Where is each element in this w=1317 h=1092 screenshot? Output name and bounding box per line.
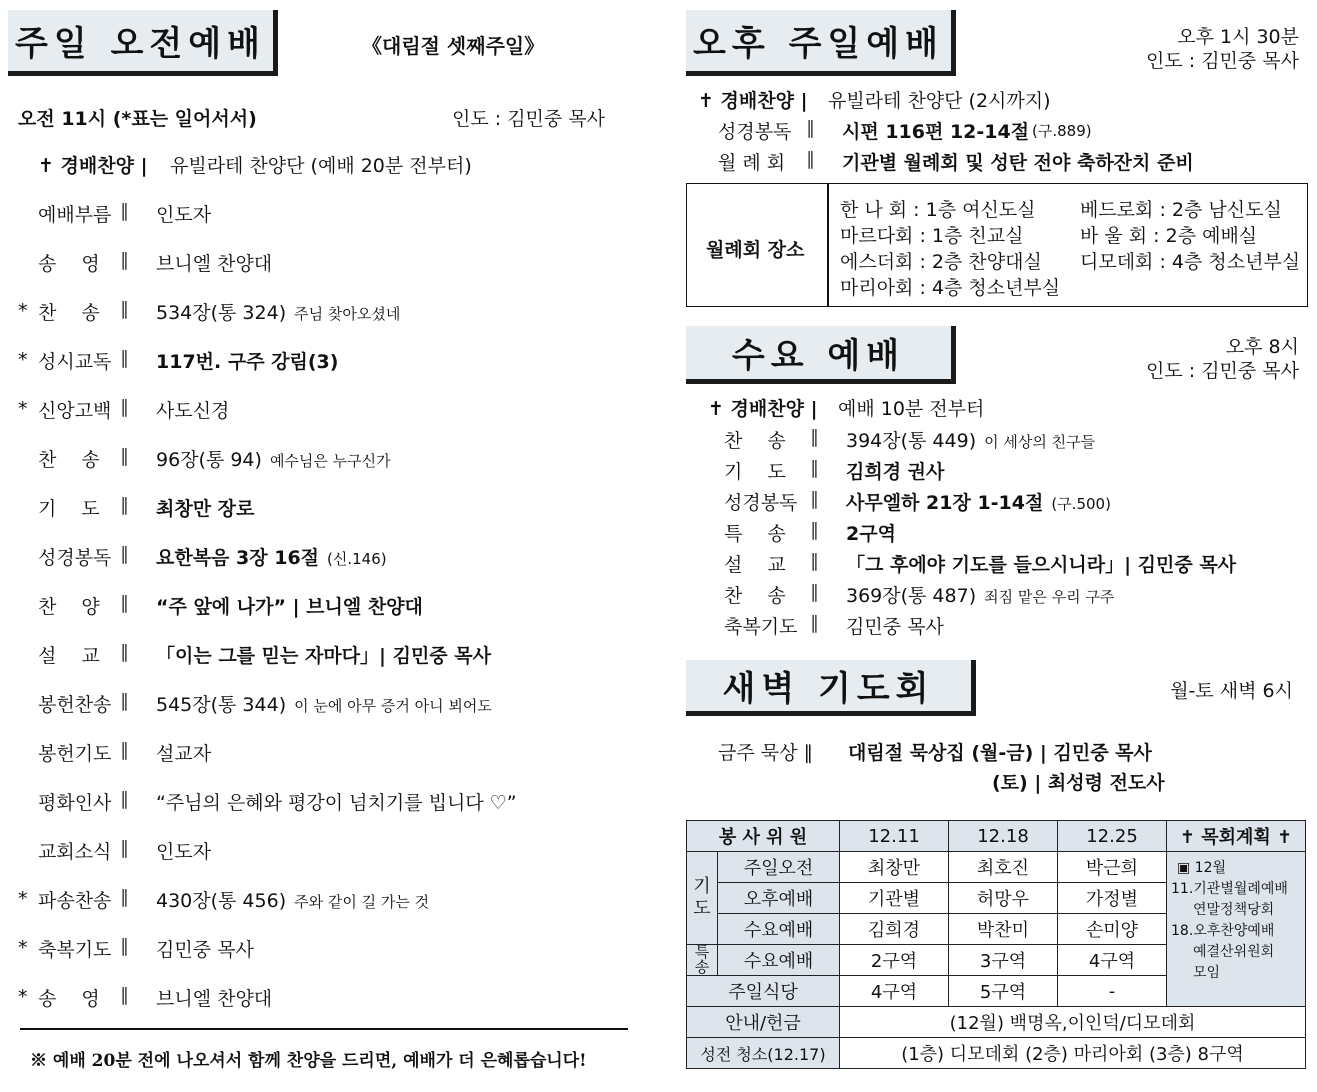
- morning-item: [0, 298, 640, 328]
- wed-item-value: [846, 426, 1095, 453]
- guide-value: (12월) 백명옥,이인덕/디모데회: [840, 1007, 1306, 1038]
- wed-item-label: 특 송: [724, 523, 786, 545]
- morning-item: [0, 592, 640, 622]
- wed-item-value: [846, 519, 896, 546]
- item-note: 예수님은 누구신가: [269, 452, 391, 470]
- plan-title: ✝ 목회계획 ✝: [1167, 821, 1306, 852]
- duty-table: [686, 820, 1306, 1069]
- morning-item: [0, 445, 640, 475]
- afternoon-reading-label: 성경봉독: [718, 121, 792, 143]
- duty-date-3: 12.25: [1058, 821, 1167, 852]
- morning-time: 오전 11시 (*표는 일어서서): [18, 108, 257, 130]
- item-sep: ∥: [120, 838, 129, 859]
- morning-item: [0, 739, 640, 769]
- cell-0-3: 박근희: [1058, 852, 1167, 883]
- morning-item: [0, 788, 640, 818]
- item-note: (신.146): [327, 550, 387, 568]
- item-note: 주님 찾아오셨네: [294, 305, 401, 323]
- afternoon-service-header: 오후 주일예배: [686, 10, 956, 76]
- item-star: *: [18, 300, 28, 322]
- item-label: 기 도: [38, 498, 100, 520]
- plan-line-2: 연말정책당회: [1193, 902, 1275, 918]
- advent-subtitle: 《대림절 셋째주일》: [362, 34, 545, 58]
- wed-item-sep: ∥: [810, 458, 819, 479]
- item-label: 축복기도: [38, 939, 112, 961]
- item-value: 브니엘 찬양대: [156, 253, 273, 275]
- item-sep: ∥: [120, 740, 129, 761]
- afternoon-time: 오후 1시 30분: [1177, 26, 1299, 48]
- wed-item-value: [846, 612, 944, 639]
- wednesday-leader: 인도 : 김민중 목사: [1146, 360, 1299, 382]
- row-label-4: 주일식당: [687, 976, 840, 1007]
- morning-item: [0, 396, 640, 426]
- item-sep: ∥: [120, 495, 129, 516]
- item-label: 송 영: [38, 988, 100, 1010]
- place-peter: 베드로회 : 2층 남신도실: [1080, 199, 1282, 221]
- morning-item: [0, 494, 640, 524]
- cell-4-3: -: [1058, 976, 1167, 1007]
- item-star: *: [18, 888, 28, 910]
- wed-item-value: [846, 581, 1114, 608]
- wed-item-label: 찬 송: [724, 585, 786, 607]
- morning-item: [0, 641, 640, 671]
- clean-value: (1층) 디모데회 (2층) 마리아회 (3층) 8구역: [840, 1038, 1306, 1069]
- wednesday-time: 오후 8시: [1225, 336, 1299, 358]
- morning-item: [0, 984, 640, 1014]
- cell-1-1: 기관별: [840, 883, 949, 914]
- item-value: [156, 298, 400, 325]
- wed-item-sep: ∥: [810, 489, 819, 510]
- item-value: 김민중 목사: [156, 939, 254, 961]
- morning-service-header: 주일 오전예배: [8, 10, 278, 76]
- cell-0-1: 최창만: [840, 852, 949, 883]
- meeting-place-title: 월례회 장소: [706, 239, 805, 261]
- row-label-2: 수요예배: [718, 914, 840, 945]
- plan-line-1: 11.기관별월례예배: [1171, 881, 1288, 897]
- cell-4-2: 5구역: [949, 976, 1058, 1007]
- morning-choir-value: 유빌라테 찬양단 (예배 20분 전부터): [170, 155, 472, 177]
- wednesday-choir-value: 예배 10분 전부터: [838, 398, 985, 420]
- cell-2-3: 손미양: [1058, 914, 1167, 945]
- cell-0-2: 최호진: [949, 852, 1058, 883]
- wed-item-value-text: 2구역: [846, 523, 896, 545]
- item-label: 성경봉독: [38, 547, 112, 569]
- cell-1-3: 가정별: [1058, 883, 1167, 914]
- morning-item: [0, 249, 640, 279]
- afternoon-leader: 인도 : 김민중 목사: [1146, 50, 1299, 72]
- item-sep: ∥: [120, 201, 129, 222]
- dawn-time: 월-토 새벽 6시: [1170, 680, 1293, 702]
- afternoon-meeting-sep: ∥: [806, 149, 815, 170]
- cell-3-2: 3구역: [949, 945, 1058, 976]
- duty-date-2: 12.18: [949, 821, 1058, 852]
- item-value: [156, 886, 429, 913]
- item-label: 예배부름: [38, 204, 112, 226]
- item-value: 인도자: [156, 204, 212, 226]
- wed-item-label: 설 교: [724, 554, 786, 576]
- item-value-text: 96장(통 94): [156, 449, 262, 471]
- wed-item-value-text: 김민중 목사: [846, 616, 944, 638]
- wed-item-value-text: 394장(통 449): [846, 430, 977, 452]
- duty-date-1: 12.11: [840, 821, 949, 852]
- item-label: 평화인사: [38, 792, 112, 814]
- morning-item: [0, 200, 640, 230]
- item-value: [156, 445, 391, 472]
- wed-item-sep: ∥: [810, 427, 819, 448]
- plan-line-5: 모임: [1193, 965, 1221, 981]
- wed-item-label: 찬 송: [724, 430, 786, 452]
- item-value-text: 요한복음 3장 16절: [156, 547, 320, 569]
- item-value-text: 534장(통 324): [156, 302, 287, 324]
- item-label: 파송찬송: [38, 890, 112, 912]
- wed-item-label: 기 도: [724, 461, 786, 483]
- dawn-line1: 대림절 묵상집 (월-금) | 김민중 목사: [848, 742, 1152, 764]
- wed-item-note: 이 세상의 친구들: [984, 433, 1096, 451]
- wed-item-note: 죄짐 맡은 우리 구주: [984, 588, 1115, 606]
- wed-item-value: [846, 457, 944, 484]
- wed-item-value-text: 369장(통 487): [846, 585, 977, 607]
- footer-divider: [20, 1028, 628, 1030]
- afternoon-meeting-value: 기관별 월례회 및 성탄 전야 축하잔치 준비: [842, 152, 1194, 174]
- item-value-text: 545장(통 344): [156, 694, 287, 716]
- dawn-prayer-header: 새벽 기도회: [686, 660, 976, 716]
- item-value: 117번. 구주 강림(3): [156, 351, 339, 373]
- plan-line-4: 예결산위원회: [1193, 944, 1275, 960]
- wed-item-value-text: 「그 후에야 기도를 들으시니라」| 김민중 목사: [846, 554, 1237, 576]
- item-sep: ∥: [120, 789, 129, 810]
- clean-label: 성전 청소(12.17): [687, 1038, 840, 1069]
- morning-leader: 인도 : 김민중 목사: [452, 108, 605, 130]
- item-value: 「이는 그를 믿는 자마다」| 김민중 목사: [156, 645, 491, 667]
- item-star: *: [18, 349, 28, 371]
- wed-item-value: [846, 550, 1236, 577]
- item-value: “주 앞에 나가” | 브니엘 찬양대: [156, 596, 423, 618]
- cell-4-1: 4구역: [840, 976, 949, 1007]
- dawn-label: 금주 묵상 ∥: [718, 742, 813, 764]
- group-prayer: 기 도: [687, 852, 718, 945]
- item-label: 찬 송: [38, 302, 100, 324]
- afternoon-reading-value: 시편 116편 12-14절: [842, 121, 1030, 143]
- item-star: *: [18, 398, 28, 420]
- item-label: 찬 양: [38, 596, 100, 618]
- footer-note: ※ 예배 20분 전에 나오셔서 함께 찬양을 드리면, 예배가 더 은혜롭습니다!: [30, 1051, 587, 1071]
- item-sep: ∥: [120, 397, 129, 418]
- morning-item: [0, 690, 640, 720]
- duty-head: 봉 사 위 원: [687, 821, 840, 852]
- plan-line-0: ▣ 12월: [1177, 860, 1227, 876]
- wed-item-note: (구.500): [1051, 495, 1111, 513]
- item-sep: ∥: [120, 544, 129, 565]
- item-value: [156, 690, 492, 717]
- item-sep: ∥: [120, 985, 129, 1006]
- item-sep: ∥: [120, 593, 129, 614]
- wed-item-sep: ∥: [810, 551, 819, 572]
- item-value-text: 430장(통 456): [156, 890, 287, 912]
- cell-1-2: 허망우: [949, 883, 1058, 914]
- afternoon-choir-value: 유빌라테 찬양단 (2시까지): [828, 90, 1051, 112]
- place-hanna: 한 나 회 : 1층 여신도실: [840, 199, 1036, 221]
- item-sep: ∥: [120, 642, 129, 663]
- wed-item-sep: ∥: [810, 613, 819, 634]
- item-label: 설 교: [38, 645, 100, 667]
- item-label: 교회소식: [38, 841, 112, 863]
- item-value: [156, 543, 387, 570]
- row-label-0: 주일오전: [718, 852, 840, 883]
- afternoon-choir-label: ✝ 경배찬양 |: [698, 90, 808, 112]
- dawn-line2: (토) | 최성령 전도사: [992, 772, 1165, 794]
- guide-label: 안내/헌금: [687, 1007, 840, 1038]
- place-martha: 마르다회 : 1층 친교실: [840, 225, 1024, 247]
- morning-choir-label: ✝ 경배찬양 |: [38, 155, 148, 177]
- item-sep: ∥: [120, 446, 129, 467]
- item-sep: ∥: [120, 936, 129, 957]
- afternoon-reading-note: (구.889): [1032, 122, 1092, 140]
- item-sep: ∥: [120, 348, 129, 369]
- afternoon-reading-sep: ∥: [806, 118, 815, 139]
- cell-3-1: 2구역: [840, 945, 949, 976]
- item-star: *: [18, 937, 28, 959]
- wed-item-value-text: 사무엘하 21장 1-14절: [846, 492, 1044, 514]
- item-star: *: [18, 986, 28, 1008]
- morning-item: [0, 935, 640, 965]
- item-label: 성시교독: [38, 351, 112, 373]
- morning-item: [0, 837, 640, 867]
- row-label-1: 오후예배: [718, 883, 840, 914]
- item-note: 주와 같이 길 가는 것: [294, 893, 430, 911]
- item-label: 송 영: [38, 253, 100, 275]
- wed-item-value-text: 김희경 권사: [846, 461, 945, 483]
- item-value: 인도자: [156, 841, 212, 863]
- wednesday-choir-label: ✝ 경배찬양 |: [708, 398, 818, 420]
- place-esther: 에스더회 : 2층 찬양대실: [840, 251, 1042, 273]
- wed-item-sep: ∥: [810, 582, 819, 603]
- place-timothy: 디모데회 : 4층 청소년부실: [1080, 251, 1301, 273]
- morning-item: [0, 543, 640, 573]
- meeting-place-divider: [827, 183, 829, 307]
- plan-line-3: 18.오후찬양예배: [1171, 923, 1275, 939]
- item-label: 봉헌기도: [38, 743, 112, 765]
- wed-item-value: [846, 488, 1111, 515]
- item-value: 최창만 장로: [156, 498, 255, 520]
- afternoon-meeting-label: 월 례 회: [718, 152, 786, 174]
- cell-2-2: 박찬미: [949, 914, 1058, 945]
- wednesday-service-header: 수요 예배: [686, 326, 956, 384]
- item-value: 설교자: [156, 743, 212, 765]
- wed-item-label: 성경봉독: [724, 492, 798, 514]
- item-note: 이 눈에 아무 증거 아니 뵈어도: [294, 697, 492, 715]
- item-sep: ∥: [120, 887, 129, 908]
- cell-3-3: 4구역: [1058, 945, 1167, 976]
- item-sep: ∥: [120, 691, 129, 712]
- row-label-3: 수요예배: [718, 945, 840, 976]
- item-label: 봉헌찬송: [38, 694, 112, 716]
- group-special: 특 송: [687, 945, 718, 976]
- item-label: 찬 송: [38, 449, 100, 471]
- morning-item: [0, 347, 640, 377]
- morning-item: [0, 886, 640, 916]
- item-value: 사도신경: [156, 400, 230, 422]
- wed-item-label: 축복기도: [724, 616, 798, 638]
- cell-2-1: 김희경: [840, 914, 949, 945]
- place-paul: 바 울 회 : 2층 예배실: [1080, 225, 1258, 247]
- wed-item-sep: ∥: [810, 520, 819, 541]
- item-value: 브니엘 찬양대: [156, 988, 273, 1010]
- place-maria: 마리아회 : 4층 청소년부실: [840, 277, 1061, 299]
- plan-cell: [1167, 852, 1306, 1007]
- item-value: “주님의 은혜와 평강이 넘치기를 빕니다 ♡”: [156, 792, 517, 814]
- item-sep: ∥: [120, 250, 129, 271]
- item-sep: ∥: [120, 299, 129, 320]
- item-label: 신앙고백: [38, 400, 112, 422]
